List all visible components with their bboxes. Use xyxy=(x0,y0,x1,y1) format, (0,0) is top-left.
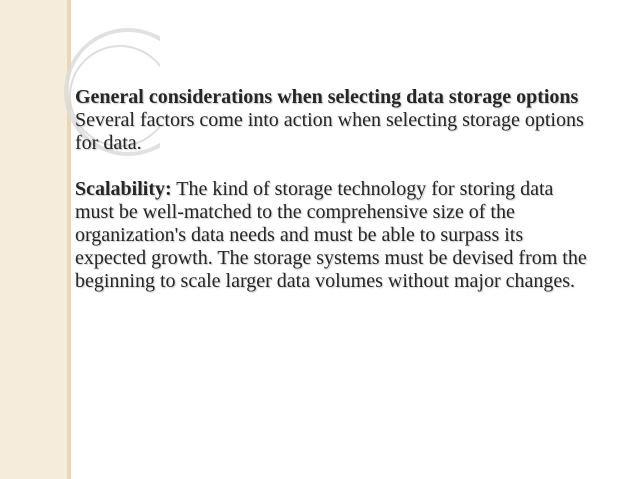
slide-body xyxy=(75,86,595,293)
paragraph-spacer xyxy=(75,155,595,178)
scalability-paragraph xyxy=(75,178,595,293)
intro-text: Several factors come into action when selecting storage options for data. xyxy=(75,109,584,154)
scalability-term: Scalability: xyxy=(75,178,172,200)
scalability-text: The kind of storage technology for storing data must be well-matched to the comprehensive size of the organization's data needs and must be able to surpass its expected growth. The storage systems must be devised from the beginning to scale larger data volumes without major changes. xyxy=(75,178,587,292)
slide-heading: General considerations when selecting data storage options xyxy=(75,86,579,108)
